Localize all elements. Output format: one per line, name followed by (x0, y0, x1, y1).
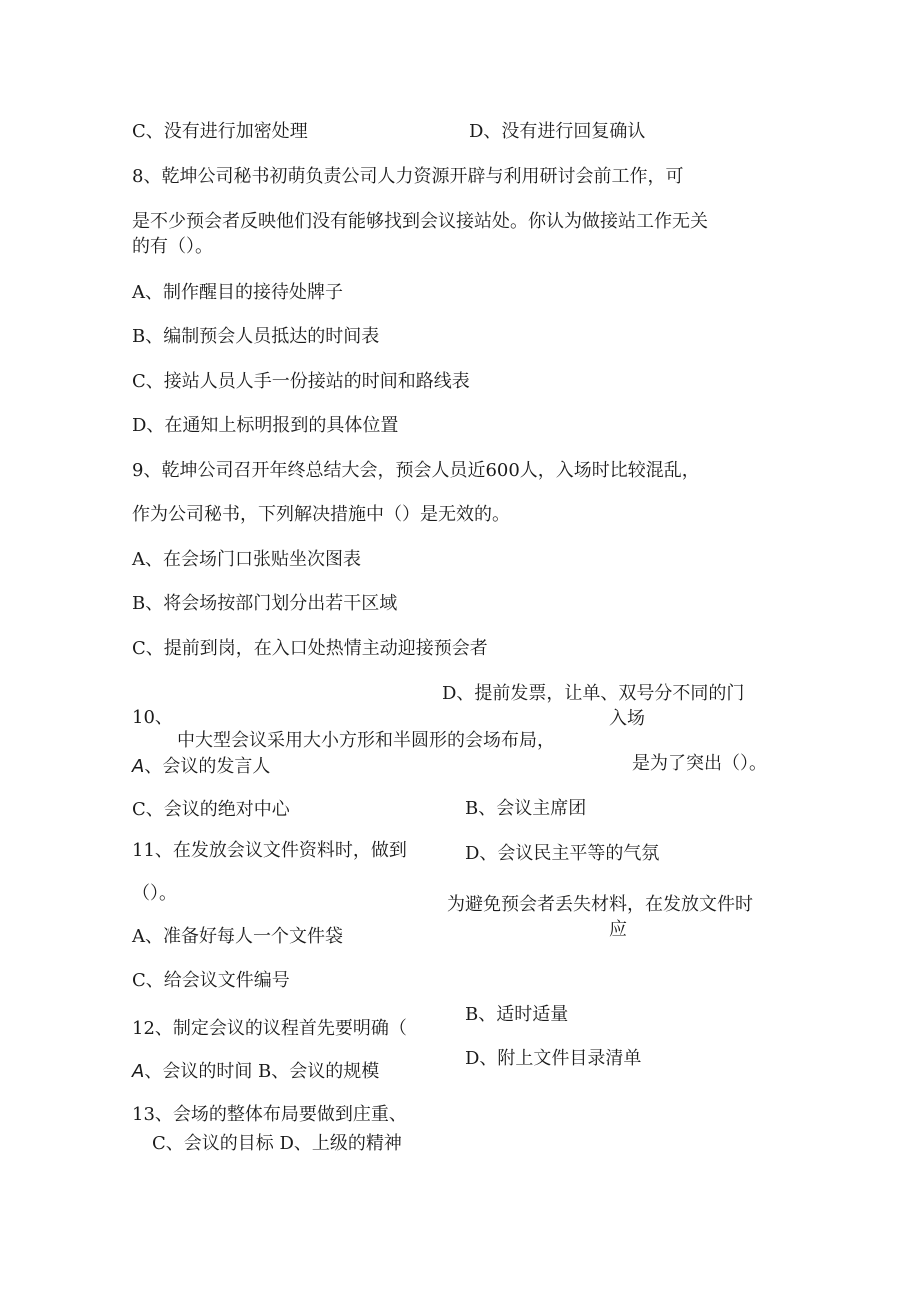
option-a-letter: A (132, 1061, 145, 1082)
option-c-q8: C、接站人员人手一份接站的时间和路线表 (132, 371, 470, 392)
question-11-line-2: （）。 (132, 883, 177, 904)
question-11-line-1: 11、在发放会议文件资料时，做到 (132, 840, 407, 861)
option-d-q9-continued: 入场 (609, 708, 645, 729)
option-a-text: 、会议的发言人 (144, 756, 271, 777)
option-a-q11: A、准备好每人一个文件袋 (132, 926, 343, 947)
option-b-q8: B、编制预会人员抵达的时间表 (132, 326, 380, 347)
question-8-line-3: 的有（）。 (132, 236, 213, 257)
option-d-q9: D、提前发票，让单、双号分不同的门 (442, 683, 745, 704)
question-11-text: 为避免预会者丢失材料，在发放文件时 (447, 894, 753, 915)
option-c-q10: C、会议的绝对中心 (132, 799, 290, 820)
option-a-letter: A (132, 756, 145, 777)
option-b-q11: B、适时适量 (465, 1004, 569, 1025)
option-d-q10: D、会议民主平等的气氛 (465, 843, 660, 864)
question-9-line-1: 9、乾坤公司召开年终总结大会，预会人员近600人，入场时比较混乱， (132, 460, 700, 481)
option-d-q7: D、没有进行回复确认 (469, 121, 646, 142)
options-ab-q12 (132, 1060, 379, 1084)
option-c-q7: C、没有进行加密处理 (132, 121, 308, 142)
question-12: 12、制定会议的议程首先要明确（ (132, 1018, 407, 1039)
options-cd-q12: C、会议的目标 D、上级的精神 (152, 1133, 402, 1154)
option-d-q8: D、在通知上标明报到的具体位置 (132, 415, 399, 436)
option-a-q10 (132, 755, 270, 779)
option-b-q9: B、将会场按部门划分出若干区域 (132, 593, 398, 614)
question-10-number: 10、 (132, 707, 173, 728)
question-8-line-2: 是不少预会者反映他们没有能够找到会议接站处。你认为做接站工作无关 (132, 211, 708, 232)
question-10-text: 中大型会议采用大小方形和半圆形的会场布局， (177, 730, 555, 751)
question-10-ending: 是为了突出（）。 (632, 753, 767, 774)
options-ab-text: 、会议的时间 B、会议的规模 (144, 1061, 380, 1082)
question-8-line-1: 8、乾坤公司秘书初萌负责公司人力资源开辟与利用研讨会前工作，可 (132, 166, 684, 187)
option-c-q9: C、提前到岗，在入口处热情主动迎接预会者 (132, 638, 488, 659)
option-a-q9: A、在会场门口张贴坐次图表 (132, 549, 361, 570)
option-b-q10: B、会议主席团 (465, 798, 587, 819)
question-9-line-2: 作为公司秘书，下列解决措施中（）是无效的。 (132, 504, 510, 525)
question-13: 13、会场的整体布局要做到庄重、 (132, 1104, 407, 1125)
option-a-q8: A、制作醒目的接待处牌子 (132, 282, 343, 303)
option-d-q11: D、附上文件目录清单 (465, 1048, 642, 1069)
question-11-text-end: 应 (609, 919, 627, 940)
option-c-q11: C、给会议文件编号 (132, 970, 290, 991)
